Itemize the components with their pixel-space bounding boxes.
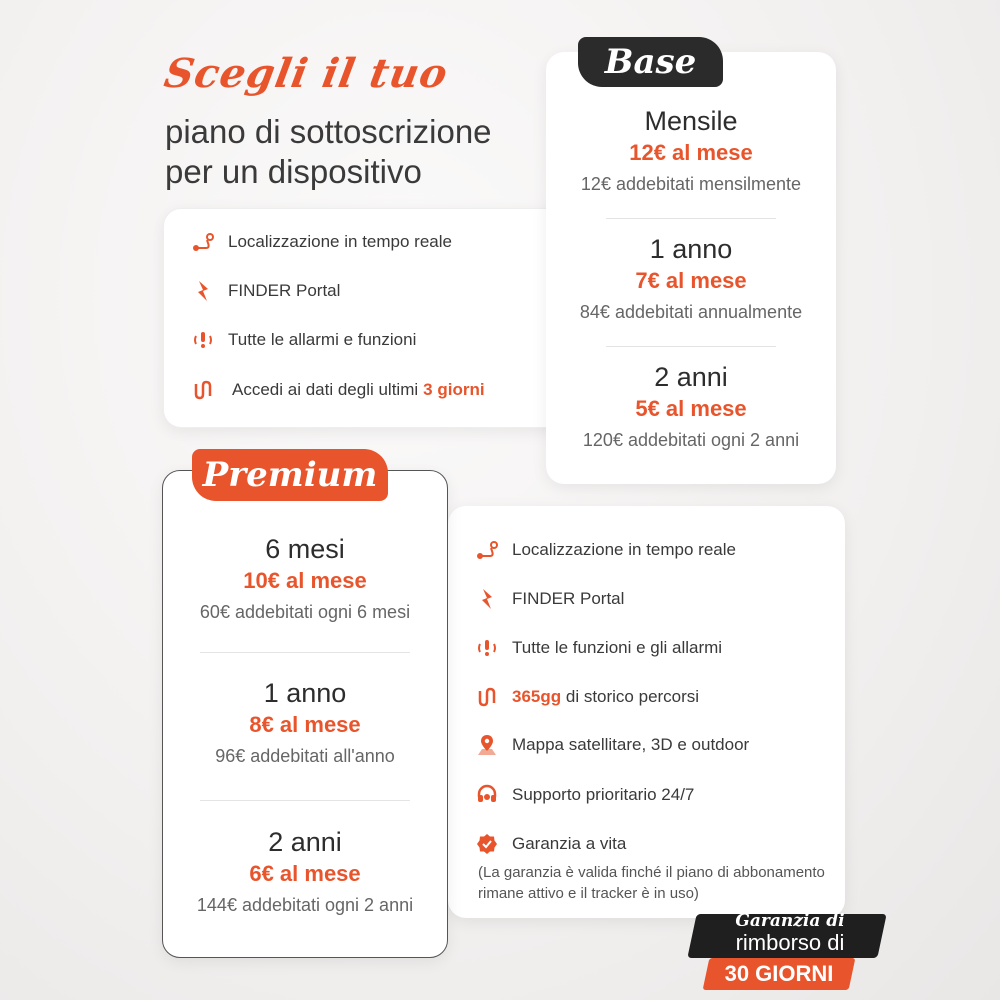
plan-price: 12€ al mese <box>629 140 753 165</box>
premium-feature-item <box>474 684 699 710</box>
plan-option[interactable] <box>162 532 448 628</box>
plan-option[interactable] <box>162 676 448 772</box>
feature-label: Accedi ai dati degli ultimi <box>232 380 419 399</box>
premium-feature-item <box>474 537 736 563</box>
plan-billing: 96€ addebitati all'anno <box>215 746 395 766</box>
base-tag: Base <box>578 37 723 87</box>
premium-feature-item <box>474 732 749 758</box>
plan-billing: 12€ addebitati mensilmente <box>580 174 802 194</box>
base-feature-item <box>190 377 485 403</box>
alarm-icon <box>190 327 216 353</box>
plan-price: 5€ al mese <box>635 396 747 421</box>
feature-label: di storico percorsi <box>561 687 700 706</box>
feature-accent: 365gg <box>512 687 562 706</box>
base-feature-item <box>190 229 452 255</box>
feature-label: Tutte le funzioni e gli allarmi <box>512 638 723 657</box>
route-icon <box>474 537 500 563</box>
history-icon <box>190 377 216 403</box>
divider <box>606 346 776 347</box>
badge-check-icon <box>474 831 500 857</box>
guarantee-line-1: Garanzia di <box>735 911 845 931</box>
bolt-icon <box>190 278 216 304</box>
bolt-icon <box>474 586 500 612</box>
feature-accent: 3 giorni <box>423 380 485 399</box>
plan-name: 1 anno <box>263 678 347 708</box>
feature-label: Localizzazione in tempo reale <box>228 232 452 251</box>
plan-option[interactable] <box>546 232 836 328</box>
feature-label: Mappa satellitare, 3D e outdoor <box>512 735 750 754</box>
page-title <box>165 112 492 192</box>
divider <box>200 652 410 653</box>
plan-name: 1 anno <box>649 234 733 264</box>
guarantee-badge-label <box>700 910 880 954</box>
history-icon <box>474 684 500 710</box>
premium-feature-item <box>474 586 624 612</box>
feature-label: Localizzazione in tempo reale <box>512 540 736 559</box>
feature-label: Tutte le allarmi e funzioni <box>228 330 417 349</box>
guarantee-line-2: rimborso di <box>735 930 845 955</box>
plan-name: 2 anni <box>654 362 728 392</box>
alarm-icon <box>474 635 500 661</box>
plan-name: 2 anni <box>268 827 342 857</box>
plan-price: 7€ al mese <box>635 268 747 293</box>
plan-price: 8€ al mese <box>249 712 361 737</box>
plan-name: Mensile <box>644 106 738 136</box>
premium-tag: Premium <box>192 449 388 501</box>
plan-billing: 60€ addebitati ogni 6 mesi <box>199 602 411 622</box>
guarantee-line-3: 30 GIORNI <box>724 961 834 986</box>
divider <box>606 218 776 219</box>
divider <box>200 800 410 801</box>
premium-feature-item <box>474 831 626 857</box>
warranty-note: (La garanzia è valida finché il piano di abbonamento rimane attivo e il tracker è in uso) <box>478 864 825 902</box>
title-line-1: piano di sottoscrizione <box>165 113 492 150</box>
feature-label: Supporto prioritario 24/7 <box>512 785 695 804</box>
hero-script-heading: Scegli il tuo <box>160 50 452 97</box>
feature-label: FINDER Portal <box>512 589 625 608</box>
plan-option[interactable] <box>546 104 836 200</box>
feature-label: Garanzia a vita <box>512 834 627 853</box>
base-feature-item <box>190 327 416 353</box>
plan-billing: 120€ addebitati ogni 2 anni <box>582 430 800 450</box>
route-icon <box>190 229 216 255</box>
premium-feature-item <box>474 635 722 661</box>
plan-option[interactable] <box>546 360 836 456</box>
plan-option[interactable] <box>162 825 448 921</box>
title-line-2: per un dispositivo <box>165 153 422 190</box>
headset-icon <box>474 782 500 808</box>
premium-feature-item <box>474 782 694 808</box>
plan-billing: 84€ addebitati annualmente <box>579 302 803 322</box>
map-pin-icon <box>474 732 500 758</box>
plan-price: 10€ al mese <box>243 568 367 593</box>
base-feature-item <box>190 278 340 304</box>
plan-price: 6€ al mese <box>249 861 361 886</box>
feature-label: FINDER Portal <box>228 281 341 300</box>
plan-name: 6 mesi <box>265 534 345 564</box>
plan-billing: 144€ addebitati ogni 2 anni <box>196 895 414 915</box>
